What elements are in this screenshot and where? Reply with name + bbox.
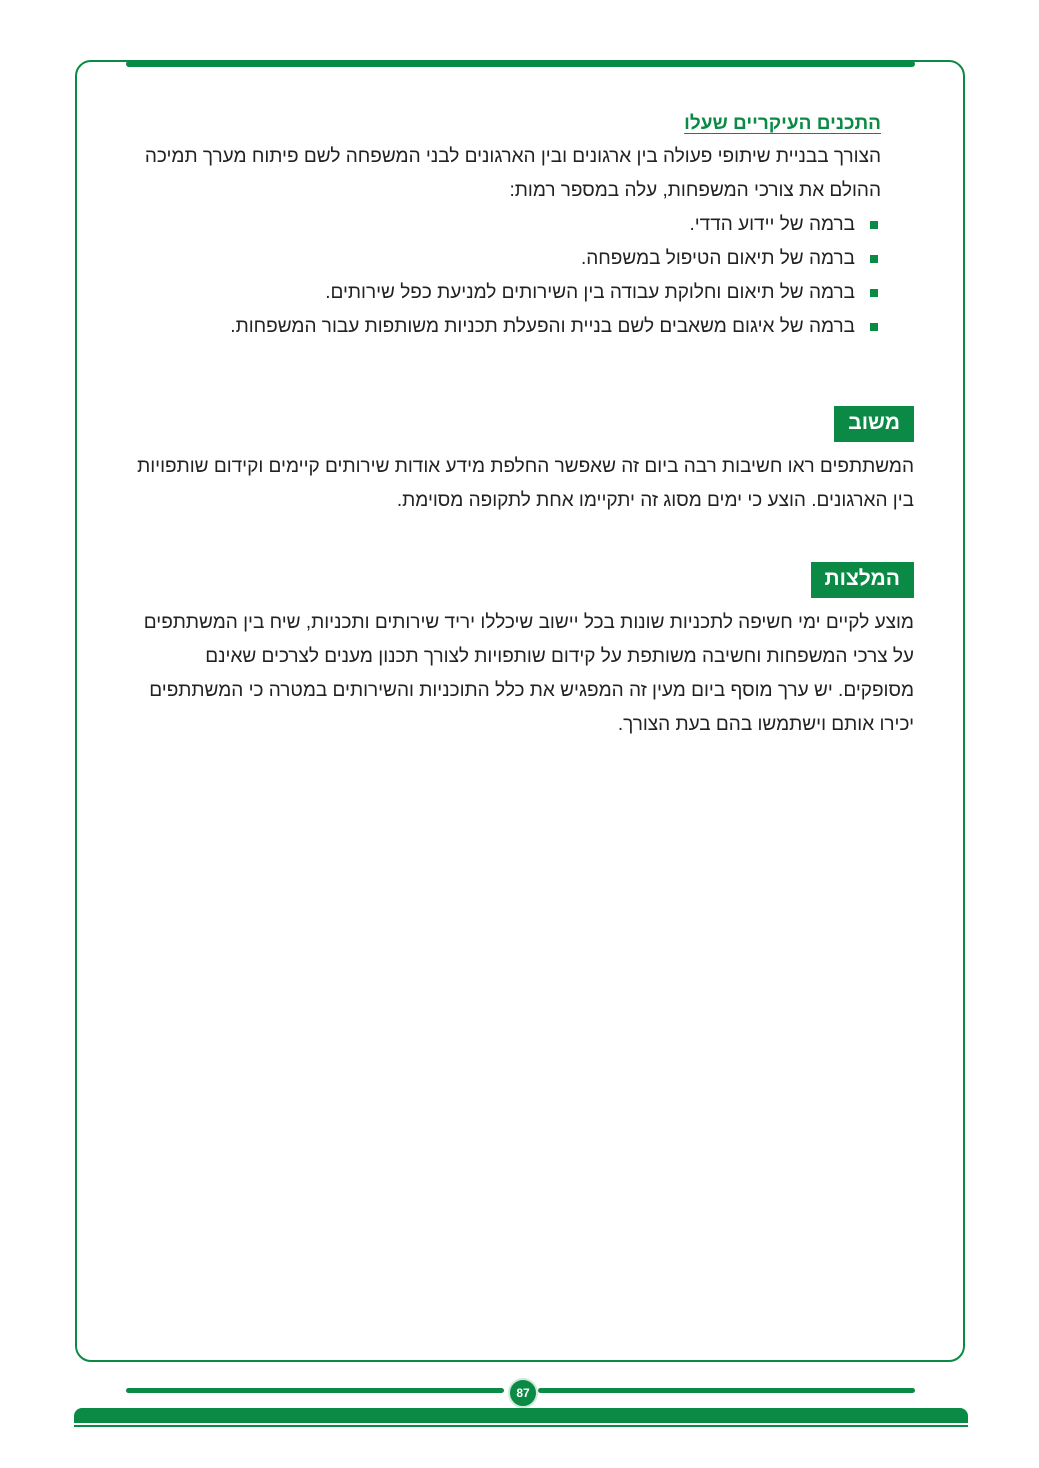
list-item: ברמה של איגום משאבים לשם בניית והפעלת תכניות משותפות עבור המשפחות. [125, 310, 881, 344]
square-bullet-icon [870, 289, 878, 297]
list-item: ברמה של תיאום וחלוקת עבודה בין השירותים למניעת כפל שירותים. [125, 276, 881, 310]
main-subheading: התכנים העיקריים שעלו [684, 113, 881, 134]
page-content [125, 110, 914, 742]
footer-thin-line [74, 1425, 968, 1427]
levels-list [125, 208, 914, 344]
page-number-badge: 87 [508, 1378, 538, 1408]
footer-line-left [126, 1388, 504, 1393]
recommendations-heading: המלצות [811, 562, 914, 598]
list-item: ברמה של יידוע הדדי. [125, 208, 881, 242]
square-bullet-icon [870, 221, 878, 229]
footer-band [74, 1408, 968, 1423]
feedback-heading: משוב [834, 406, 914, 442]
feedback-section [125, 406, 914, 518]
square-bullet-icon [870, 255, 878, 263]
square-bullet-icon [870, 323, 878, 331]
feedback-paragraph: המשתתפים ראו חשיבות רבה ביום זה שאפשר החלפת מידע אודות שירותים קיימים וקידום שותפויות בין הארגונים. הוצע כי ימים מסוג זה יתקיימו אחת לתקופה מסוימת. [137, 456, 914, 511]
footer-line-right [538, 1388, 915, 1393]
main-intro-paragraph: הצורך בבניית שיתופי פעולה בין ארגונים ובין הארגונים לבני המשפחה לשם פיתוח מערך תמיכה ההולם את צורכי המשפחות, עלה במספר רמות: [144, 146, 881, 201]
list-item: ברמה של תיאום הטיפול במשפחה. [125, 242, 881, 276]
top-accent-bar [126, 61, 915, 67]
recommendations-paragraph: מוצע לקיים ימי חשיפה לתכניות שונות בכל יישוב שיכללו יריד שירותים ותכניות, שיח בין המשתתפים על צרכי המשפחות וחשיבה משותפת על קידום שותפויות לצורך תכנון מענים לצרכים שאינם מסופקים. יש ערך מוסף ביום מעין זה המפגיש את כלל התוכניות והשירותים במטרה כי המשתתפים יכירו אותם וישתמשו בהם בעת הצורך. [143, 612, 914, 735]
recommendations-section [125, 562, 914, 742]
